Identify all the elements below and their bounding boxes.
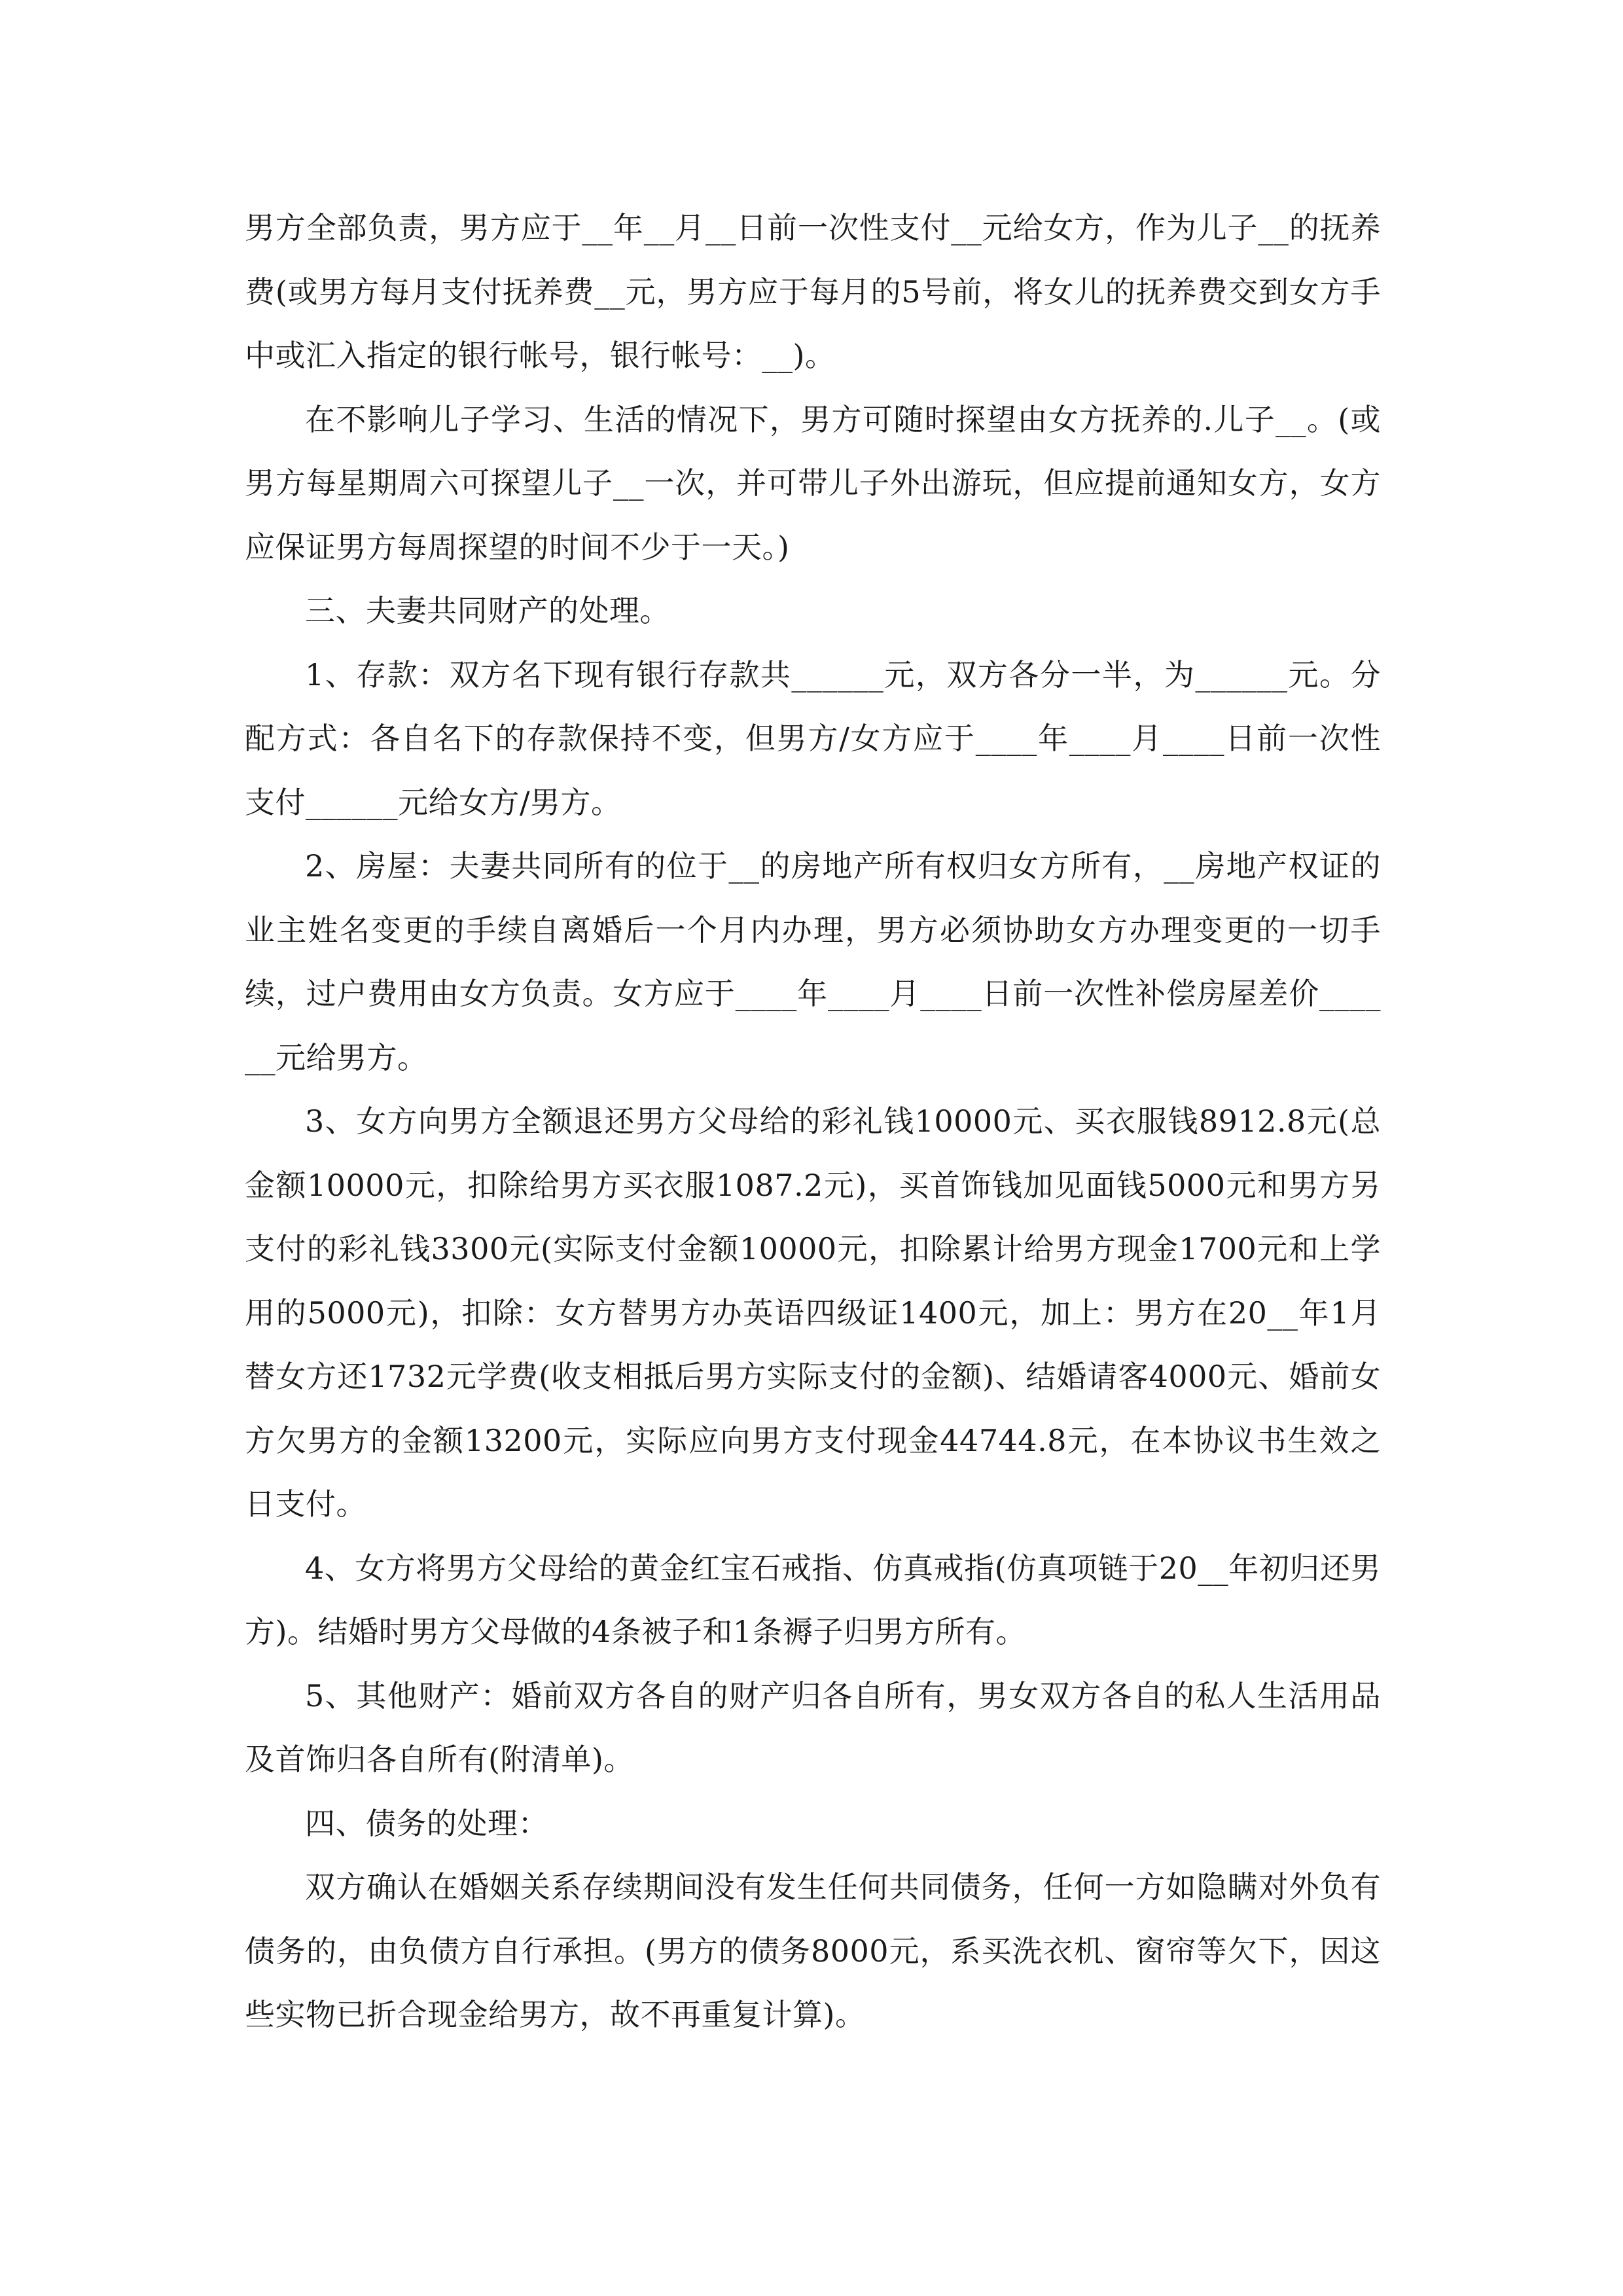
section-heading-joint-property: 三、夫妻共同财产的处理。 xyxy=(305,593,670,628)
paragraph-jewelry: 4、女方将男方父母给的黄金红宝石戒指、仿真戒指(仿真项链于20__年初归还男方)。结婚时男方父母做的4条被子和1条褥子归男方所有。 xyxy=(245,1550,1381,1649)
section-heading-debts: 四、债务的处理： xyxy=(305,1805,548,1841)
paragraph-bride-price: 3、女方向男方全额退还男方父母给的彩礼钱10000元、买衣服钱8912.8元(总金额10000元，扣除给男方买衣服1087.2元)，买首饰钱加见面钱5000元和男方另支付的彩礼钱3300元(实际支付金额10000元，扣除累计给男方现金1700元和上学用的5000元)，扣除：女方替男方办英语四级证1400元，加上：男方在20__年1月替女方还1732元学费(收支相抵后男方实际支付的金额)、结婚请客4000元、婚前女方欠男方的金额13200元，实际应向男方支付现金44744.8元，在本协议书生效之日支付。 xyxy=(245,1103,1381,1522)
paragraph-other-property: 5、其他财产：婚前双方各自的财产归各自所有，男女双方各自的私人生活用品及首饰归各自所有(附清单)。 xyxy=(245,1677,1381,1777)
paragraph-house: 2、房屋：夫妻共同所有的位于__的房地产所有权归女方所有，__房地产权证的业主姓名变更的手续自离婚后一个月内办理，男方必须协助女方办理变更的一切手续，过户费用由女方负责。女方应于____年____月____日前一次性补偿房屋差价______元给男方。 xyxy=(245,848,1381,1075)
paragraph-debts: 双方确认在婚姻关系存续期间没有发生任何共同债务，任何一方如隐瞒对外负有债务的，由负债方自行承担。(男方的债务8000元，系买洗衣机、窗帘等欠下，因这些实物已折合现金给男方，故不再重复计算)。 xyxy=(245,1869,1381,2032)
paragraph-deposits: 1、存款：双方名下现有银行存款共______元，双方各分一半，为______元。分配方式：各自名下的存款保持不变，但男方/女方应于____年____月____日前一次性支付______元给女方/男方。 xyxy=(245,656,1381,820)
document-body xyxy=(245,196,1381,2047)
paragraph-child-support: 男方全部负责，男方应于__年__月__日前一次性支付__元给女方，作为儿子__的抚养费(或男方每月支付抚养费__元，男方应于每月的5号前，将女儿的抚养费交到女方手中或汇入指定的银行帐号，银行帐号：__)。 xyxy=(245,210,1381,373)
paragraph-visitation: 在不影响儿子学习、生活的情况下，男方可随时探望由女方抚养的.儿子__。(或男方每星期周六可探望儿子__一次，并可带儿子外出游玩，但应提前通知女方，女方应保证男方每周探望的时间不少于一天。) xyxy=(245,401,1381,565)
